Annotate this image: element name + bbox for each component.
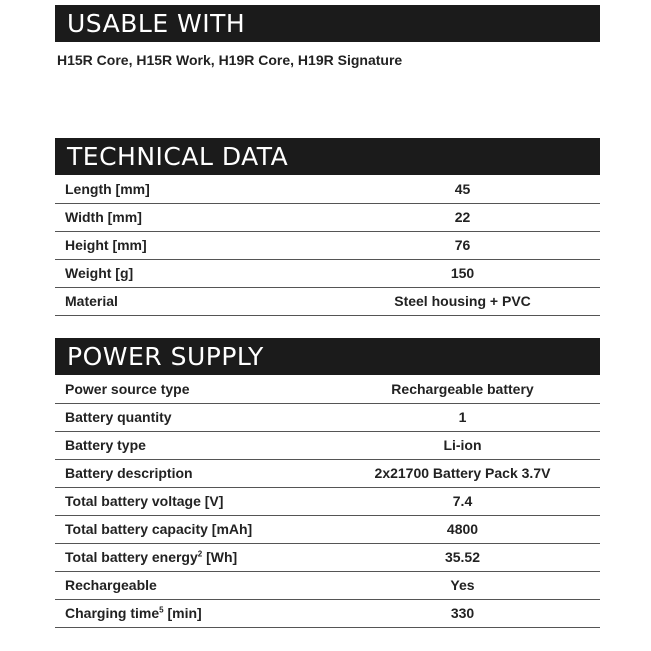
spec-value: Rechargeable battery (391, 380, 534, 397)
spec-label: Power source type (65, 380, 190, 397)
spec-label: Material (65, 293, 118, 309)
spec-label: Total battery voltage [V] (65, 493, 224, 509)
table-row (55, 515, 600, 543)
table-row (55, 543, 600, 571)
table-row (55, 203, 600, 231)
power-supply-table (55, 375, 600, 628)
spec-value: 330 (450, 605, 475, 621)
spec-label: Length [mm] (65, 180, 150, 197)
spec-value: Steel housing + PVC (394, 293, 531, 309)
table-row (55, 231, 600, 259)
spec-label: Battery type (65, 437, 146, 453)
spec-label (55, 543, 325, 571)
spec-label-text: Charging time (65, 605, 160, 621)
spec-label: Height [mm] (65, 237, 147, 253)
table-row (55, 403, 600, 431)
power-supply-heading: POWER SUPPLY (55, 338, 600, 375)
spec-value: 7.4 (452, 493, 473, 509)
spec-value: Li-ion (443, 437, 482, 453)
technical-data-section (55, 138, 600, 316)
power-supply-section (55, 338, 600, 628)
table-row (55, 487, 600, 515)
spec-label-unit: [Wh] (202, 549, 238, 565)
spec-value: 76 (454, 237, 471, 253)
table-row (55, 175, 600, 203)
spec-label (55, 599, 325, 627)
spec-label: Total battery capacity [mAh] (65, 521, 253, 537)
usable-with-heading: USABLE WITH (55, 5, 600, 42)
usable-with-section (55, 5, 600, 68)
technical-data-heading: TECHNICAL DATA (55, 138, 600, 175)
spec-label-text: Total battery energy (65, 549, 198, 565)
spec-value: 4800 (446, 521, 479, 537)
spec-value: 45 (454, 180, 471, 197)
spec-value: 22 (454, 209, 471, 225)
table-row (55, 259, 600, 287)
table-row (55, 459, 600, 487)
spec-label: Rechargeable (65, 577, 157, 593)
footnote-marker: 2 (197, 549, 203, 559)
table-row (55, 287, 600, 315)
spec-label: Battery description (65, 465, 193, 481)
spec-value: 2x21700 Battery Pack 3.7V (374, 465, 551, 481)
spec-value: 150 (450, 265, 475, 281)
table-row (55, 599, 600, 627)
spec-label-unit: [min] (163, 605, 202, 621)
spec-value: 35.52 (444, 549, 481, 565)
table-row (55, 571, 600, 599)
spec-label: Battery quantity (65, 409, 172, 425)
technical-data-table (55, 175, 600, 316)
spec-value: Yes (450, 577, 475, 593)
footnote-marker: 5 (159, 605, 164, 615)
table-row (55, 375, 600, 403)
table-row (55, 431, 600, 459)
spec-value: 1 (458, 409, 467, 425)
spec-label: Weight [g] (65, 265, 134, 281)
spec-label: Width [mm] (65, 209, 142, 225)
usable-with-models: H15R Core, H15R Work, H19R Core, H19R Signature (57, 52, 403, 68)
